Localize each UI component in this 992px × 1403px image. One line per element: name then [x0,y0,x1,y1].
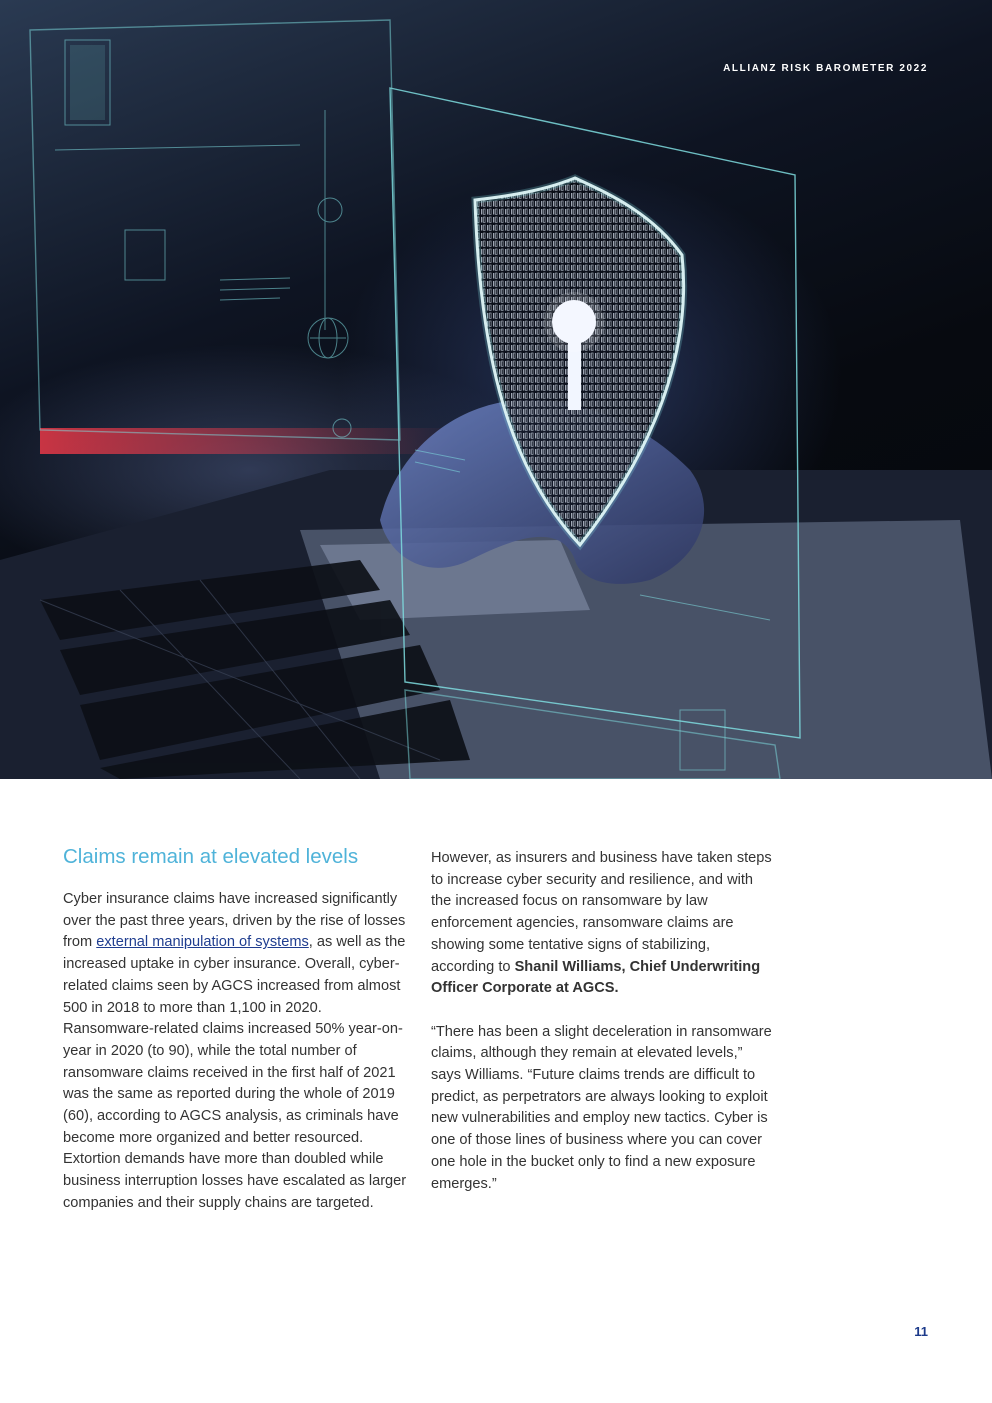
page-number: 11 [914,1324,928,1339]
article-left-column [63,842,413,1215]
section-heading: Claims remain at elevated levels [63,845,359,868]
article-paragraph [63,889,413,1215]
paragraph-text: However, as insurers and business have taken steps to increase cyber security and resilience, and with the increased focus on ransomware by law enforcement agencies, ransomware claims are showing some tentative signs of stabilizing, according to [431,850,772,975]
article-paragraph [431,848,776,1000]
external-manipulation-link[interactable]: external manipulation of systems [96,934,309,951]
paragraph-text: , as well as the increased uptake in cyber insurance. Overall, cyber-related claims seen by AGCS increased from almost 500 in 2018 to more than 1,100 in 2020. Ransomware-related claims increased 50% year-on-year in 2020 (to 90), while the total number of ransomware claims received in the first half of 2021 was the same as reported during the whole of 2019 (60), according to AGCS analysis, as criminals have become more organized and better resourced. Extortion demands have more than doubled while business interruption losses have escalated as larger companies and their supply chains are targeted. [63,934,407,1211]
report-title: ALLIANZ RISK BAROMETER 2022 [723,63,928,74]
quote-paragraph: “There has been a slight deceleration in ransomware claims, although they remain at elevated levels,” says Williams. “Future claims trends are difficult to predict, as perpetrators are always looking to exploit new vulnerabilities and employ new tactics. Cyber is one of those lines of business where you can cover one hole in the bucket only to find a new exposure emerges.” [431,1023,772,1192]
paragraph-text: Cyber insurance claims have increased significantly over the past three years, driven by the rise of losses from [63,891,406,951]
article-right-column [431,848,776,1195]
speaker-credit: Shanil Williams, Chief Underwriting Officer Corporate at AGCS. [431,958,761,997]
